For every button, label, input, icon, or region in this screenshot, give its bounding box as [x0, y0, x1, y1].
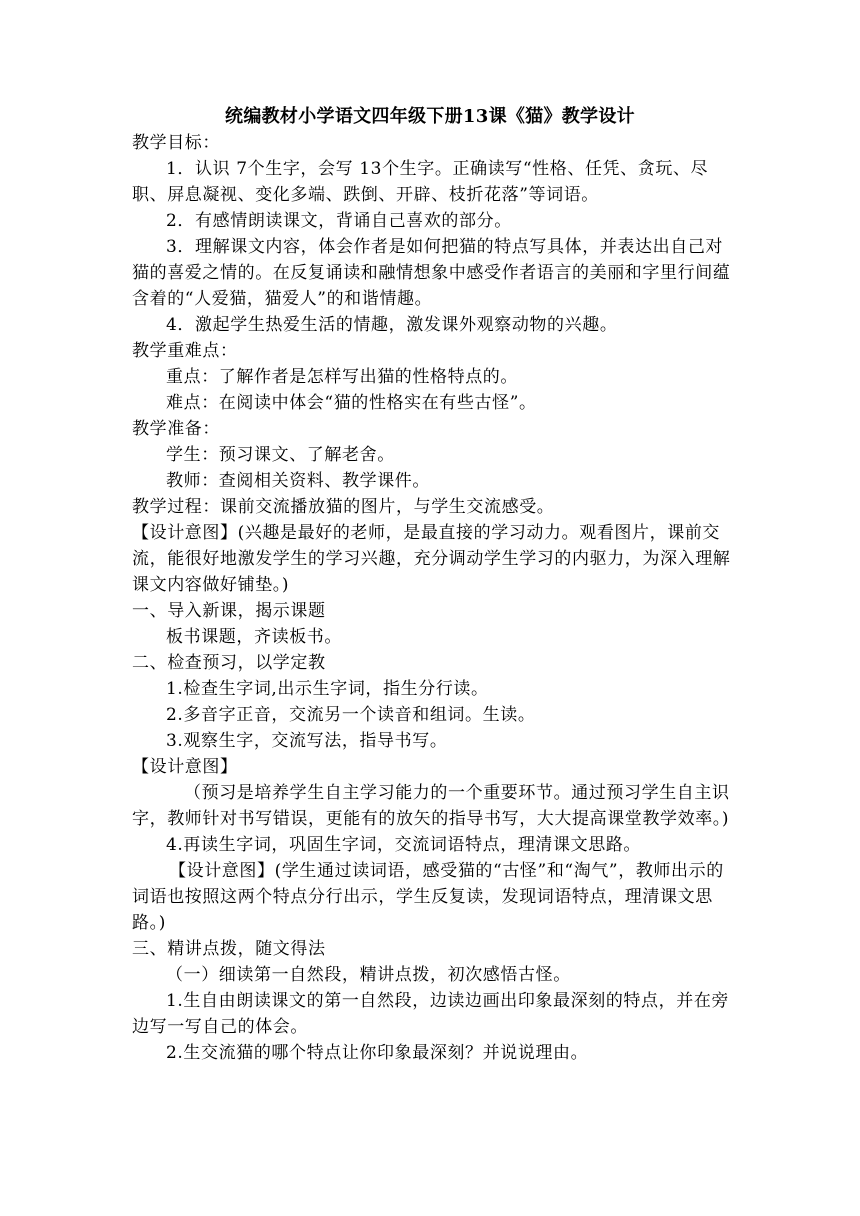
document-title: 统编教材小学语文四年级下册13课《猫》教学设计 — [225, 106, 635, 127]
paragraph: 教学准备： — [132, 419, 220, 439]
paragraph: 2.生交流猫的哪个特点让你印象最深刻？并说说理由。 — [166, 1043, 589, 1063]
paragraph: 2．有感情朗读课文，背诵自己喜欢的部分。 — [166, 211, 512, 231]
paragraph: 4．激起学生热爱生活的情趣，激发课外观察动物的兴趣。 — [166, 315, 618, 335]
paragraph: 学生：预习课文、了解老舍。 — [166, 445, 395, 465]
paragraph: 教学过程：课前交流播放猫的图片，与学生交流感受。 — [132, 497, 555, 517]
paragraph: 一、导入新课，揭示课题 — [132, 601, 326, 621]
paragraph: 难点：在阅读中体会“猫的性格实在有些古怪”。 — [166, 393, 537, 413]
paragraph: 三、精讲点拨，随文得法 — [132, 939, 326, 959]
paragraph: 教学目标： — [132, 133, 220, 153]
paragraph: 4.再读生字词，巩固生字词，交流词语特点，理清课文思路。 — [166, 835, 642, 855]
paragraph: 1.生自由朗读课文的第一自然段，边读边画出印象最深刻的特点，并在旁边写一写自己的体会。 — [132, 991, 730, 1037]
paragraph: 重点：了解作者是怎样写出猫的性格特点的。 — [166, 367, 518, 387]
paragraph: 1.检查生字词,出示生字词，指生分行读。 — [166, 679, 489, 699]
paragraph: 【设计意图】 — [132, 757, 238, 777]
paragraph: 2.多音字正音，交流另一个读音和组词。生读。 — [166, 705, 536, 725]
paragraph: 3．理解课文内容，体会作者是如何把猫的特点写具体，并表达出自己对猫的喜爱之情的。在反复诵读和融情想象中感受作者语言的美丽和字里行间蕴含着的“人爱猫，猫爱人”的和谐情趣。 — [132, 237, 731, 309]
paragraph: 【设计意图】(学生通过读词语，感受猫的“古怪”和“淘气”，教师出示的词语也按照这两个特点分行出示，学生反复读，发现词语特点，理清课文思路。) — [132, 861, 724, 933]
paragraph: 【设计意图】(兴趣是最好的老师，是最直接的学习动力。观看图片，课前交流，能很好地激发学生的学习兴趣，充分调动学生学习的内驱力，为深入理解课文内容做好铺垫。) — [132, 523, 731, 595]
paragraph: （一）细读第一自然段，精讲点拨，初次感悟古怪。 — [166, 965, 571, 985]
document-body — [132, 130, 738, 1066]
paragraph: （预习是培养学生自主学习能力的一个重要环节。通过预习学生自主识字，教师针对书写错误，更能有的放矢的指导书写，大大提高课堂教学效率。) — [132, 783, 730, 829]
paragraph: 教学重难点： — [132, 341, 238, 361]
paragraph: 教师：查阅相关资料、教学课件。 — [166, 471, 430, 491]
paragraph: 3.观察生字，交流写法，指导书写。 — [166, 731, 448, 751]
paragraph: 板书课题，齐读板书。 — [166, 627, 342, 647]
paragraph: 二、检查预习，以学定教 — [132, 653, 326, 673]
paragraph: 1．认识 7个生字，会写 13个生字。正确读写“性格、任凭、贪玩、尽职、屏息凝视、变化多端、跌倒、开辟、枝折花落”等词语。 — [132, 159, 709, 205]
